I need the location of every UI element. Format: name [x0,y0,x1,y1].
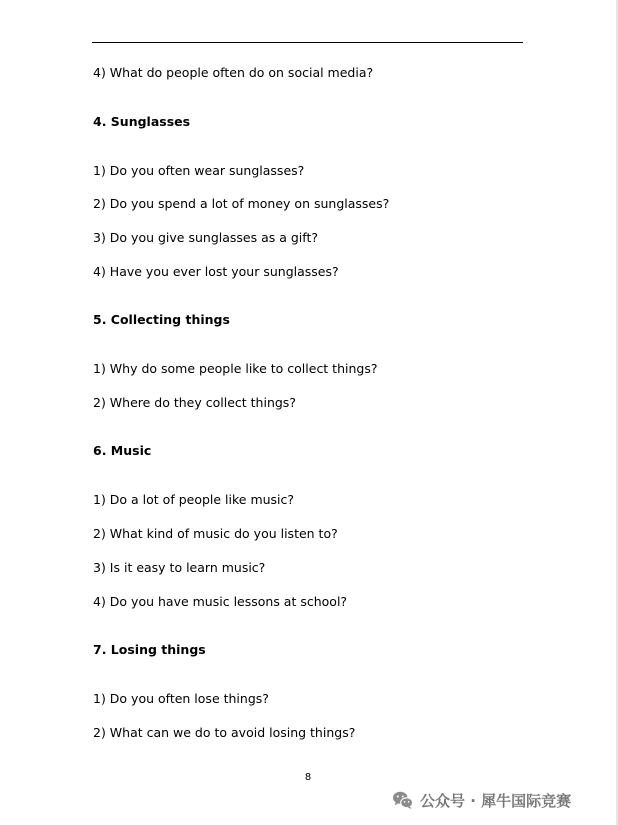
question-line: 3) Do you give sunglasses as a gift? [93,230,318,245]
wechat-icon [392,790,414,810]
section-heading-music: 6. Music [93,443,152,458]
question-line: 1) Do a lot of people like music? [93,492,295,507]
page-number: 8 [304,772,312,783]
question-line: 2) Do you spend a lot of money on sunglasses? [93,196,390,211]
question-line: 1) Do you often lose things? [93,691,269,706]
section-heading-collecting-things: 5. Collecting things [93,312,230,327]
question-line: 1) Why do some people like to collect things? [93,361,378,376]
question-line: 4) What do people often do on social media? [93,65,374,80]
question-line: 2) What can we do to avoid losing things? [93,725,356,740]
question-line: 3) Is it easy to learn music? [93,560,266,575]
source-watermark [392,789,571,811]
section-heading-sunglasses: 4. Sunglasses [93,114,191,129]
question-line: 2) What kind of music do you listen to? [93,526,338,541]
section-heading-losing-things: 7. Losing things [93,642,206,657]
watermark-source-name: 公众号 · 犀牛国际竞赛 [420,791,572,810]
question-line: 1) Do you often wear sunglasses? [93,163,305,178]
question-line: 4) Do you have music lessons at school? [93,594,348,609]
top-horizontal-rule [92,42,523,43]
question-line: 4) Have you ever lost your sunglasses? [93,264,339,279]
question-line: 2) Where do they collect things? [93,395,296,410]
